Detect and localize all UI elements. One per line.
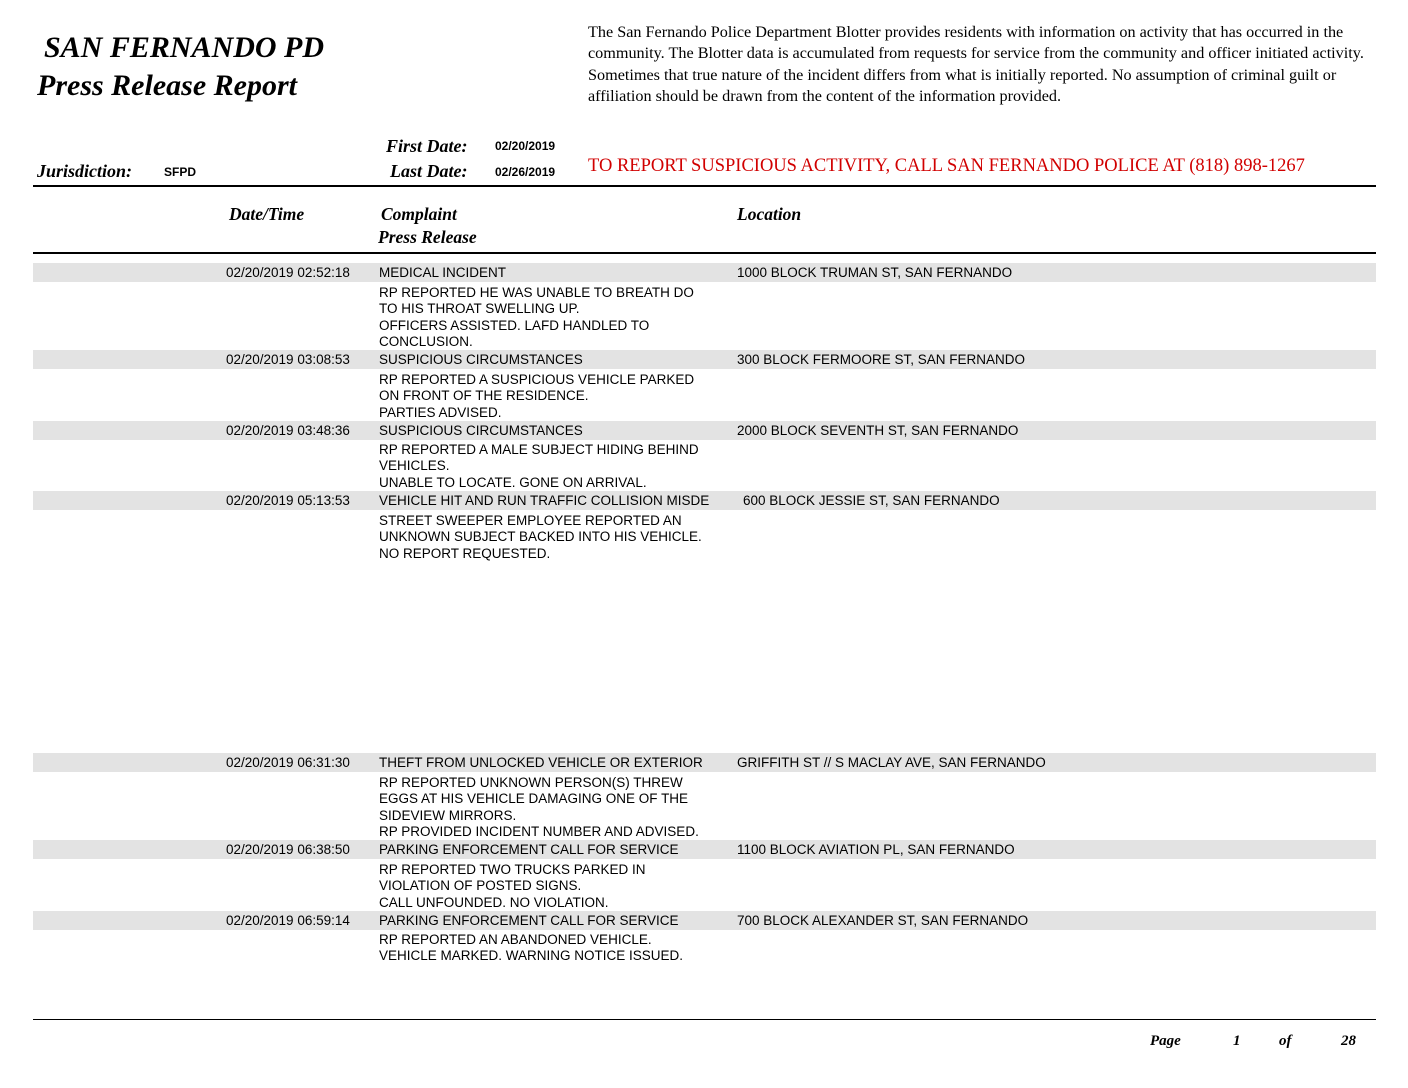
record-complaint: THEFT FROM UNLOCKED VEHICLE OR EXTERIOR [379, 755, 703, 770]
record-press-release: RP REPORTED TWO TRUCKS PARKED IN VIOLATION OF POSTED SIGNS. CALL UNFOUNDED. NO VIOLATION. [379, 862, 646, 910]
record-press-release: RP REPORTED AN ABANDONED VEHICLE. VEHICLE MARKED. WARNING NOTICE ISSUED. [379, 932, 684, 964]
jurisdiction-label: Jurisdiction: [37, 161, 133, 181]
page-label: Page [1150, 1033, 1181, 1049]
record-datetime: 02/20/2019 03:08:53 [226, 352, 350, 367]
report-title: Press Release Report [37, 69, 297, 102]
blotter-description: The San Fernando Police Department Blotter provides residents with information on activity that has occurred in the community. The Blotter data is accumulated from requests for service from the community and officer initiated activity. Sometimes that true nature of the incident differs from what is initially reported. No assumption of criminal guilt or affiliation should be drawn from the content of the information provided. [588, 23, 1364, 105]
column-datetime: Date/Time [229, 204, 305, 224]
record-complaint: MEDICAL INCIDENT [379, 265, 507, 280]
record-location: 1100 BLOCK AVIATION PL, SAN FERNANDO [737, 842, 1015, 857]
record-datetime: 02/20/2019 06:59:14 [226, 913, 350, 928]
table-row [33, 840, 1376, 859]
record-location: 1000 BLOCK TRUMAN ST, SAN FERNANDO [737, 265, 1013, 280]
record-press-release: STREET SWEEPER EMPLOYEE REPORTED AN UNKNOWN SUBJECT BACKED INTO HIS VEHICLE. NO REPORT REQUESTED. [379, 513, 702, 561]
agency-title: SAN FERNANDO PD [44, 31, 325, 64]
record-location: 700 BLOCK ALEXANDER ST, SAN FERNANDO [737, 913, 1029, 928]
column-header-divider [33, 252, 1376, 254]
first-date-label: First Date: [386, 136, 468, 156]
page-number: 1 [1233, 1033, 1241, 1049]
first-date-value: 02/20/2019 [495, 139, 556, 153]
record-complaint: SUSPICIOUS CIRCUMSTANCES [379, 423, 583, 438]
record-complaint: VEHICLE HIT AND RUN TRAFFIC COLLISION MISDE [379, 493, 710, 508]
suspicious-activity-warning: TO REPORT SUSPICIOUS ACTIVITY, CALL SAN FERNANDO POLICE AT (818) 898-1267 [588, 156, 1305, 176]
record-datetime: 02/20/2019 06:31:30 [226, 755, 350, 770]
table-row [33, 350, 1376, 369]
footer-divider [33, 1019, 1376, 1020]
record-location: 2000 BLOCK SEVENTH ST, SAN FERNANDO [737, 423, 1019, 438]
record-press-release: RP REPORTED A MALE SUBJECT HIDING BEHIND VEHICLES. UNABLE TO LOCATE. GONE ON ARRIVAL. [379, 442, 699, 490]
record-complaint: PARKING ENFORCEMENT CALL FOR SERVICE [379, 913, 679, 928]
record-datetime: 02/20/2019 06:38:50 [226, 842, 350, 857]
of-label: of [1279, 1033, 1292, 1049]
header-divider [33, 185, 1376, 187]
column-press-release: Press Release [378, 227, 477, 247]
record-datetime: 02/20/2019 05:13:53 [226, 493, 350, 508]
last-date-value: 02/26/2019 [495, 165, 556, 179]
record-press-release: RP REPORTED HE WAS UNABLE TO BREATH DO TO HIS THROAT SWELLING UP. OFFICERS ASSISTED. LAFD HANDLED TO CONCLUSION. [379, 285, 694, 349]
record-complaint: SUSPICIOUS CIRCUMSTANCES [379, 352, 583, 367]
column-location: Location [737, 204, 802, 224]
column-complaint: Complaint [381, 204, 457, 224]
record-complaint: PARKING ENFORCEMENT CALL FOR SERVICE [379, 842, 679, 857]
record-datetime: 02/20/2019 02:52:18 [226, 265, 350, 280]
record-datetime: 02/20/2019 03:48:36 [226, 423, 350, 438]
table-row [33, 911, 1376, 930]
record-press-release: RP REPORTED A SUSPICIOUS VEHICLE PARKED ON FRONT OF THE RESIDENCE. PARTIES ADVISED. [379, 372, 695, 420]
table-row [33, 753, 1376, 772]
last-date-label: Last Date: [390, 161, 468, 181]
table-row [33, 491, 1376, 510]
table-row [33, 263, 1376, 282]
record-location: 600 BLOCK JESSIE ST, SAN FERNANDO [743, 493, 1000, 508]
jurisdiction-value: SFPD [164, 165, 197, 179]
record-location: GRIFFITH ST // S MACLAY AVE, SAN FERNANDO [737, 755, 1046, 770]
record-press-release: RP REPORTED UNKNOWN PERSON(S) THREW EGGS AT HIS VEHICLE DAMAGING ONE OF THE SIDEVIEW MIRRORS. RP PROVIDED INCIDENT NUMBER AND ADVISED. [379, 775, 699, 839]
page-total: 28 [1341, 1033, 1356, 1049]
record-location: 300 BLOCK FERMOORE ST, SAN FERNANDO [737, 352, 1026, 367]
table-row [33, 421, 1376, 440]
